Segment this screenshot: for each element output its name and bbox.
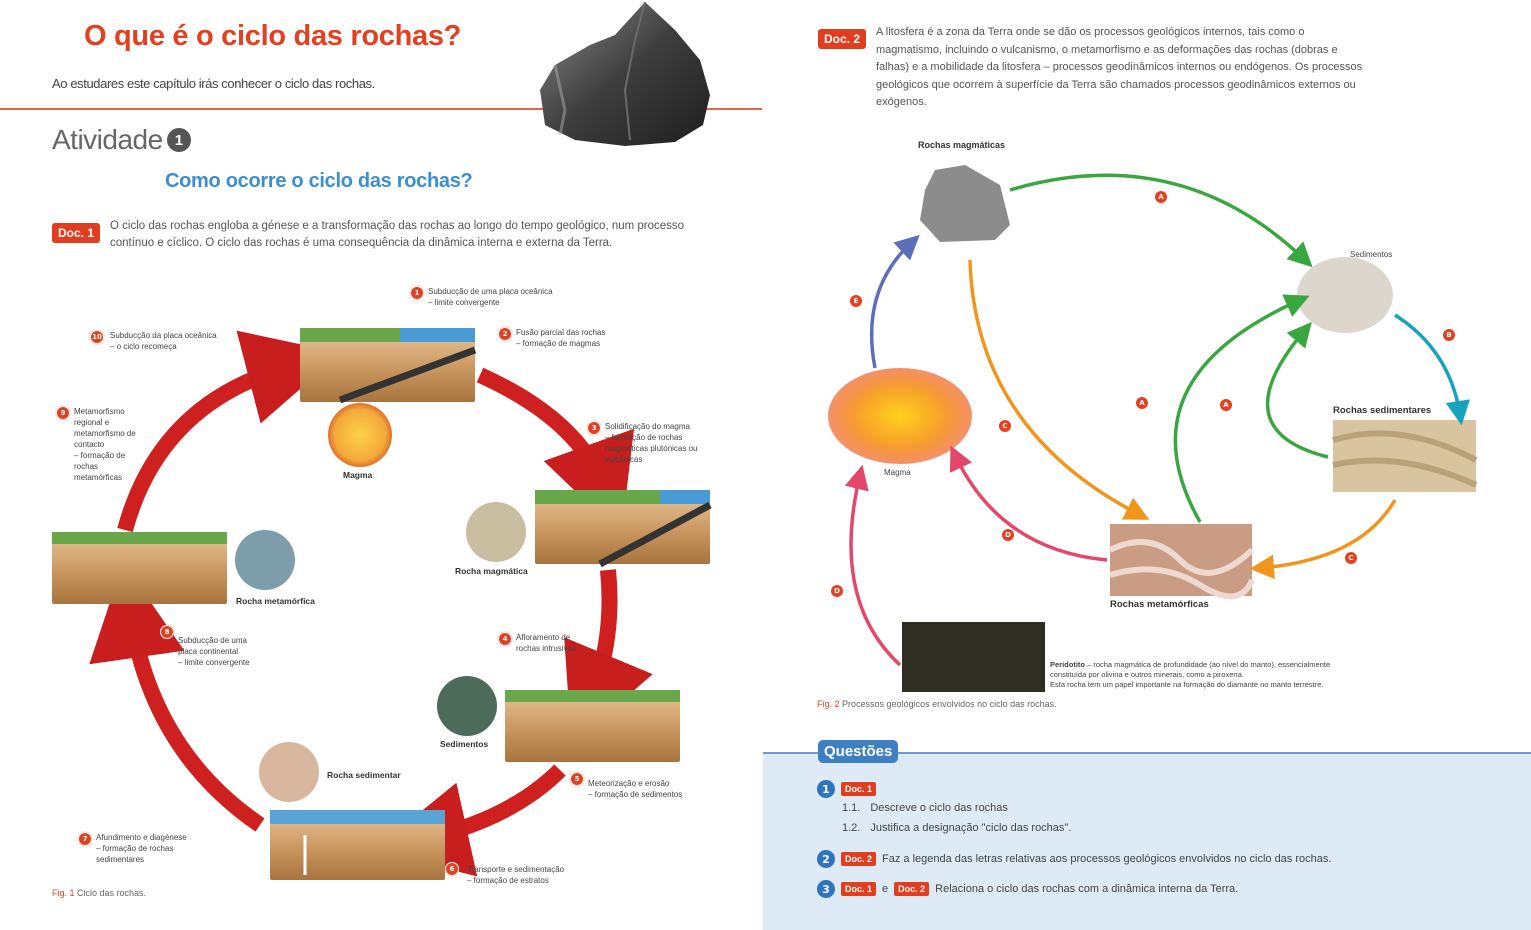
section-question: Como ocorre o ciclo das rochas? (165, 170, 473, 192)
activity-label: Atividade (52, 124, 163, 155)
questions-tab: Questões (818, 740, 898, 763)
step-3 (587, 421, 717, 465)
step-title: Afloramento de rochas intrusivas (516, 633, 577, 653)
fig2-caption (817, 699, 1057, 709)
label-rocha-sedimentar: Rocha sedimentar (327, 770, 401, 780)
node-sedimentos: Sedimentos (1350, 250, 1393, 259)
process-letter-d: D (831, 585, 843, 597)
doc2-badge-label: Doc. 2 (818, 29, 866, 49)
doc1-text: O ciclo das rochas engloba a génese e a transformação das rochas ao longo do tempo geológico, num processo contínuo e cíclico. O ciclo das rochas é uma consequência da dinâmica interna e externa da Terra. (110, 220, 685, 249)
process-letter-c: C (999, 420, 1011, 432)
step-title: Transporte e sedimentação (467, 865, 565, 874)
step-detail: – limite convergente (178, 658, 250, 667)
questions-panel (763, 752, 1531, 930)
question-2 (817, 850, 1331, 868)
step-number: 2 (498, 327, 512, 341)
peridotite-description (1050, 660, 1440, 690)
process-letter-a: A (1155, 191, 1167, 203)
step-title: Subducção de uma placa oceânica (428, 287, 553, 296)
step-number: 9 (56, 406, 70, 420)
node-rochas-sedimentares: Rochas sedimentares (1333, 405, 1432, 416)
step-title: Subducção de uma placa continental (178, 636, 247, 656)
subquestion-text: Justifica a designação "ciclo das rochas". (870, 822, 1072, 834)
step-title: Afundimento e diagénese (96, 833, 187, 842)
step-6 (445, 862, 564, 886)
peridotite-title: Peridotito (1050, 660, 1085, 669)
step-title: Fusão parcial das rochas (516, 328, 606, 337)
process-letter-c: C (1345, 552, 1357, 564)
process-letter-d: D (1002, 529, 1014, 541)
step-detail: – o ciclo recomeça (110, 342, 177, 351)
step-number: 5 (570, 772, 584, 786)
rock-cycle-diagram (40, 280, 760, 900)
fig1-caption-prefix: Fig. 1 (52, 888, 75, 898)
step-detail: – formação de sedimentos (588, 790, 683, 799)
fig2-caption-prefix: Fig. 2 (817, 699, 840, 709)
node-rochas-metamorficas: Rochas metamórficas (1110, 599, 1209, 610)
step-detail: – formação de rochas magmáticas plutónicas ou vulcânicas (605, 433, 698, 464)
activity-heading (52, 124, 191, 156)
step-number: 10 (90, 330, 104, 344)
peridotite-line1: – rocha magmática de profundidade (ao nível do manto), essencialmente (1085, 660, 1331, 669)
doc-reference-badge: Doc. 1 (841, 882, 876, 896)
fig1-caption-text: Ciclo das rochas. (77, 888, 147, 898)
step-10 (90, 330, 217, 352)
question-number: 3 (817, 880, 835, 898)
connector-text: e (882, 883, 889, 895)
step-number: 3 (587, 421, 601, 435)
question-number: 1 (817, 780, 835, 798)
step-1 (410, 286, 553, 308)
step-7 (78, 832, 218, 865)
doc1-badge-label: Doc. 1 (52, 223, 100, 243)
geological-processes-diagram (800, 130, 1520, 710)
process-letter-b: B (1443, 329, 1455, 341)
step-8 (160, 625, 280, 668)
step-detail: – formação de estratos (467, 876, 549, 885)
subquestion-text: Descreve o ciclo das rochas (870, 802, 1008, 814)
question-1-2 (842, 822, 1071, 834)
node-rochas-magmaticas: Rochas magmáticas (918, 140, 1006, 150)
question-3 (817, 880, 1238, 898)
question-1 (817, 780, 876, 798)
doc-reference-badge: Doc. 1 (841, 782, 876, 796)
peridotite-line3: Esta rocha tem um papel importante na formação do diamante no manto terrestre. (1050, 680, 1324, 689)
page-title: O que é o ciclo das rochas? (84, 20, 462, 52)
step-9 (56, 406, 146, 483)
process-letter-a: A (1136, 397, 1148, 409)
step-2 (498, 327, 605, 349)
peridotite-line2: constituída por olivina e outros minerais, como a piroxena. (1050, 670, 1244, 679)
step-detail: – formação de magmas (516, 339, 601, 348)
activity-number-badge: 1 (167, 128, 191, 152)
step-number: 4 (498, 632, 512, 646)
doc-reference-badge: Doc. 2 (894, 882, 929, 896)
step-number: 6 (445, 862, 459, 876)
question-number: 2 (817, 850, 835, 868)
label-rocha-magmatica: Rocha magmática (455, 566, 528, 576)
question-text: Relaciona o ciclo das rochas com a dinâmica interna da Terra. (935, 883, 1239, 895)
label-sedimentos: Sedimentos (440, 739, 489, 749)
doc2-text: A litosfera é a zona da Terra onde se dão os processos geológicos internos, tais como o magmatismo, incluindo o vulcanismo, o metamorfismo e as deformações das rochas (dobras e falhas) e a mobilidade da litosfera – processos geodinâmicos internos ou endógenos. Os processos geológicos que ocorrem à superfície da Terra são chamados processos geodinâmicos externos ou exógenos. (876, 26, 1363, 108)
label-magma: Magma (343, 470, 373, 480)
step-title: Subducção da placa oceânica (110, 331, 217, 340)
node-magma: Magma (884, 468, 911, 477)
label-rocha-metamorfica: Rocha metamórfica (236, 596, 315, 606)
step-4 (498, 632, 598, 654)
obsidian-rock-image (535, 0, 715, 148)
step-number: 8 (160, 625, 174, 639)
doc1-badge (52, 222, 100, 243)
question-text: Faz a legenda das letras relativas aos processos geológicos envolvidos no ciclo das rochas. (882, 853, 1332, 865)
doc2-badge (818, 28, 866, 49)
step-number: 1 (410, 286, 424, 300)
process-letter-e: E (850, 295, 862, 307)
step-detail: – limite convergente (428, 298, 500, 307)
step-title: Meteorização e erosão (588, 779, 670, 788)
question-1-1 (842, 802, 1008, 814)
subquestion-number: 1.2. (842, 822, 861, 834)
page-subtitle: Ao estudares este capítulo irás conhecer o ciclo das rochas. (52, 76, 375, 91)
step-5 (570, 772, 682, 800)
step-detail: – formação de rochas metamórficas (74, 451, 126, 482)
step-number: 7 (78, 832, 92, 846)
step-title: Solidificação do magma (605, 422, 690, 431)
step-detail: – formação de rochas sedimentares (96, 844, 174, 864)
doc-reference-badge: Doc. 2 (841, 852, 876, 866)
step-title: Metamorfismo regional e metamorfismo de contacto (74, 407, 136, 449)
fig2-caption-text: Processos geológicos envolvidos no ciclo das rochas. (842, 699, 1057, 709)
process-letter-a: A (1220, 399, 1232, 411)
subquestion-number: 1.1. (842, 802, 861, 814)
fig1-caption (52, 888, 146, 898)
